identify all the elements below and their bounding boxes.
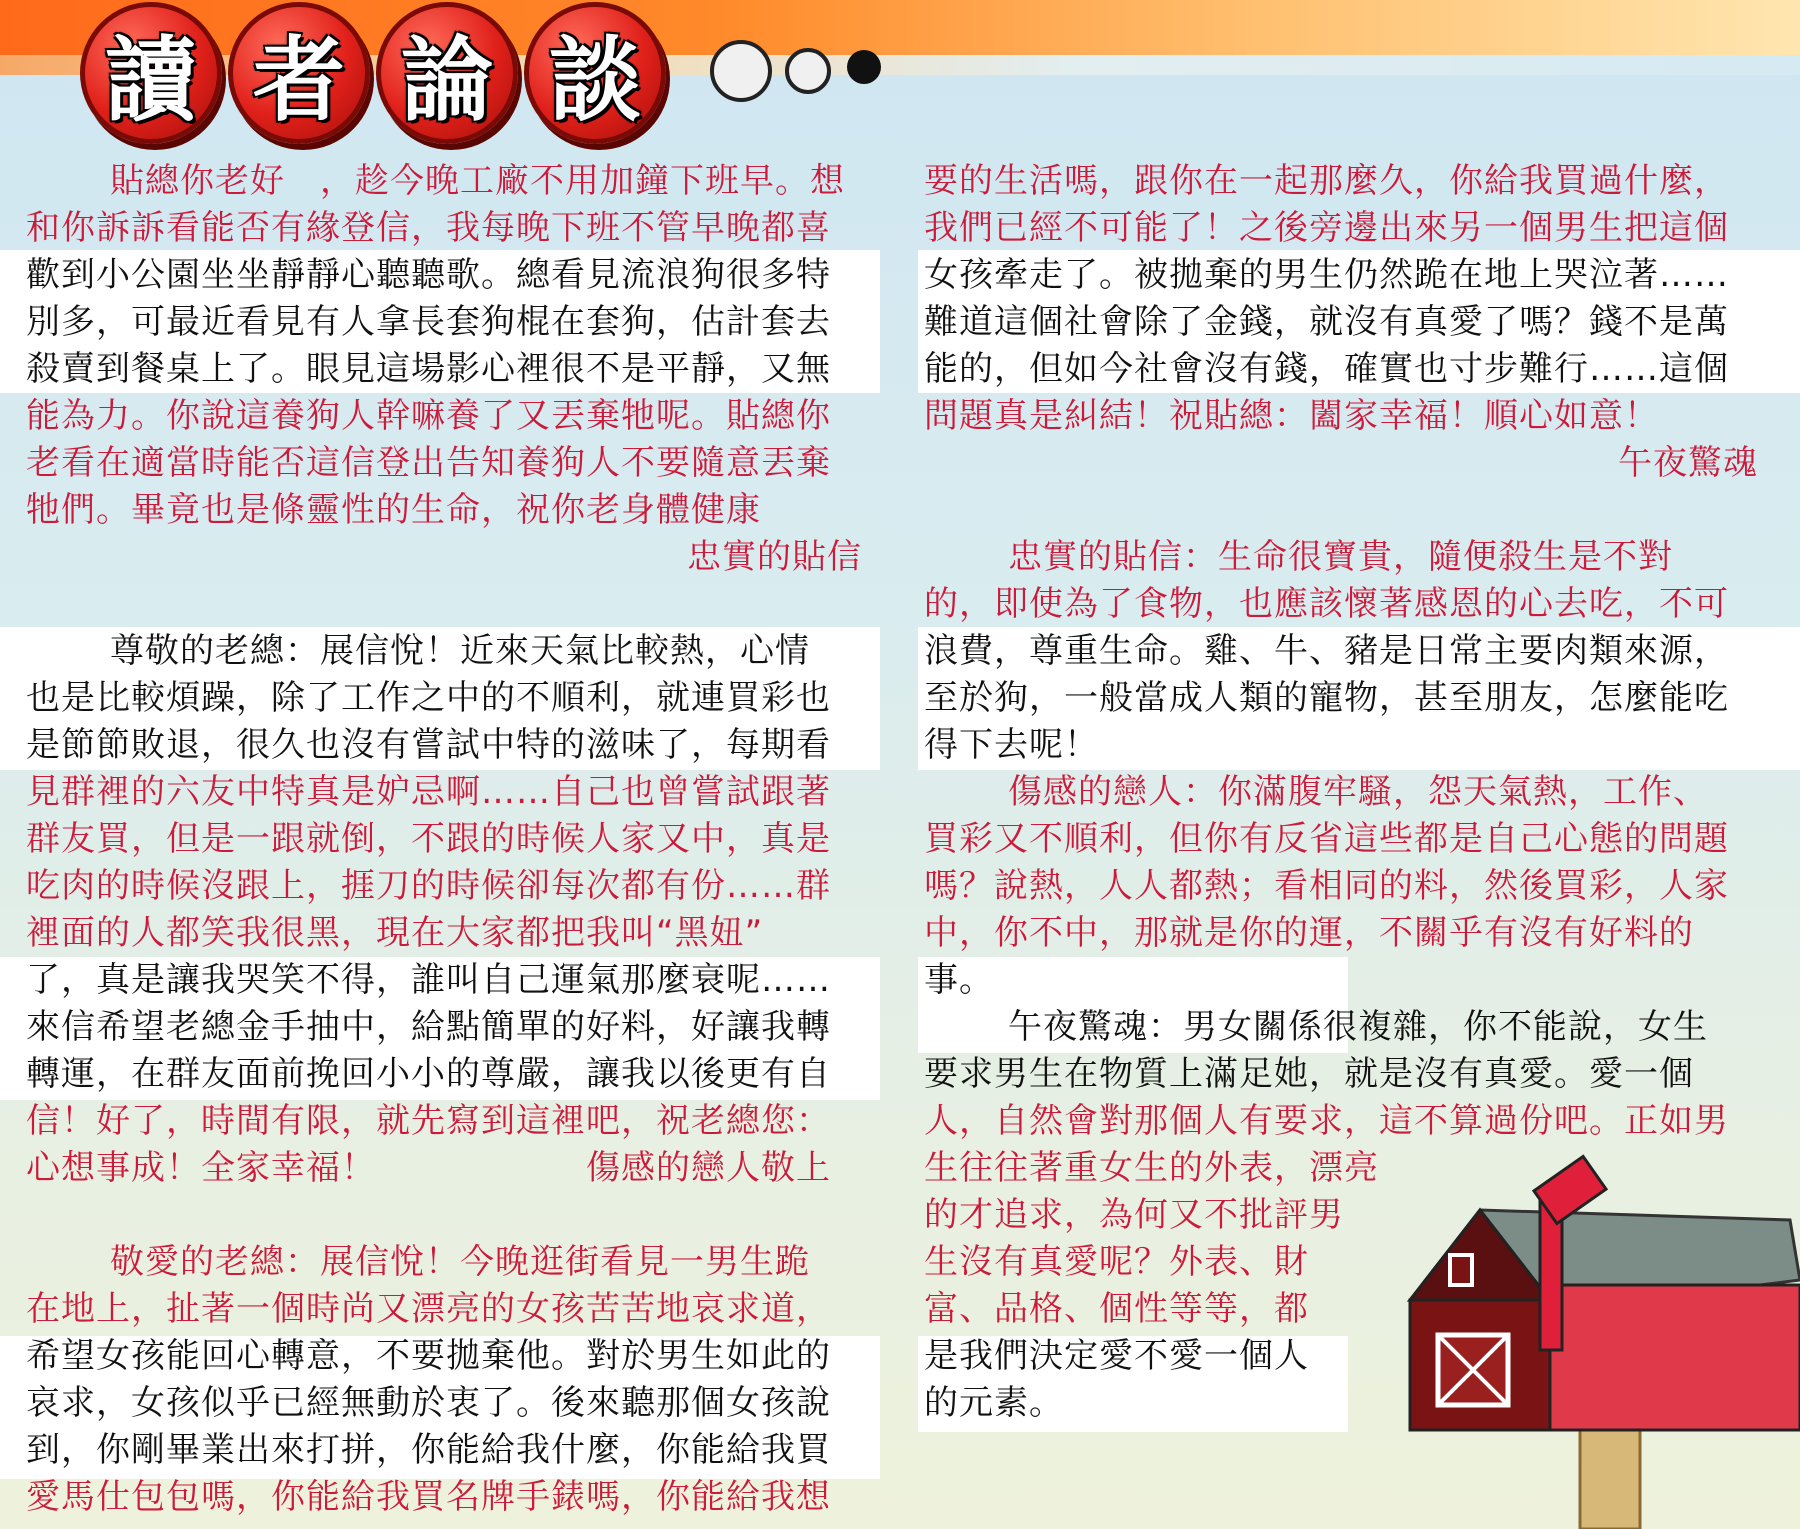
text-line: 吃肉的時候沒跟上，捱刀的時候卻每次都有份……群 xyxy=(26,866,831,906)
left-column xyxy=(26,158,876,1521)
text-line: 能為力。你說這養狗人幹嘛養了又丟棄牠呢。貼總你 xyxy=(26,396,831,436)
text-line: 希望女孩能回心轉意，不要拋棄他。對於男生如此的 xyxy=(26,1336,831,1376)
text-line: 的元素。 xyxy=(924,1383,1064,1423)
text-line: 問題真是糾結！祝貼總：闔家幸福！順心如意！ xyxy=(924,396,1659,436)
text-line: 來信希望老總金手抽中，給點簡單的好料，好讓我轉 xyxy=(26,1007,831,1047)
text-line: 浪費，尊重生命。雞、牛、豬是日常主要肉類來源， xyxy=(924,631,1729,671)
decorative-dot-icon xyxy=(847,50,881,84)
text-line: 女孩牽走了。被拋棄的男生仍然跪在地上哭泣著…… xyxy=(924,255,1729,295)
text-line: 買彩又不順利，但你有反省這些都是自己心態的問題 xyxy=(924,819,1729,859)
text-line: 了，真是讓我哭笑不得，誰叫自己運氣那麼衰呢…… xyxy=(26,960,831,1000)
text-line: 別多，可最近看見有人拿長套狗棍在套狗，估計套去 xyxy=(26,302,831,342)
text-line: 和你訴訴看能否有緣登信，我每晚下班不管早晚都喜 xyxy=(26,208,831,248)
text-line: 在地上，扯著一個時尚又漂亮的女孩苦苦地哀求道， xyxy=(26,1289,831,1329)
text-line: 難道這個社會除了金錢，就沒有真愛了嗎？錢不是萬 xyxy=(924,302,1729,342)
text-line: 忠實的貼信：生命很寶貴，隨便殺生是不對 xyxy=(1008,537,1673,577)
text-line: 信！好了，時間有限，就先寫到這裡吧，祝老總您： xyxy=(26,1101,831,1141)
text-line: 得下去呢！ xyxy=(924,725,1099,765)
text-line: 愛馬仕包包嗎，你能給我買名牌手錶嗎，你能給我想 xyxy=(26,1477,831,1517)
text-line: 事。 xyxy=(924,960,994,1000)
text-line: 尊敬的老總：展信悅！近來天氣比較熱，心情 xyxy=(110,631,810,671)
text-line: 至於狗，一般當成人類的寵物，甚至朋友，怎麼能吃 xyxy=(924,678,1729,718)
text-line: 富、品格、個性等等，都 xyxy=(924,1289,1309,1329)
text-line: 傷感的戀人：你滿腹牢騷，怨天氣熱，工作、 xyxy=(1008,772,1708,812)
mailbox-icon xyxy=(1390,1150,1800,1529)
title-char: 讀 xyxy=(80,2,222,144)
text-line: 要的生活嗎，跟你在一起那麼久，你給我買過什麼， xyxy=(924,161,1729,201)
text-line: 轉運，在群友面前挽回小小的尊嚴，讓我以後更有自 xyxy=(26,1054,831,1094)
text-line: 群友買，但是一跟就倒，不跟的時候人家又中，真是 xyxy=(26,819,831,859)
text-line: 牠們。畢竟也是條靈性的生命，祝你老身體健康 xyxy=(26,490,761,530)
text-line: 午夜驚魂：男女關係很複雜，你不能說，女生 xyxy=(1008,1007,1708,1047)
text-line: 生往往著重女生的外表，漂亮 xyxy=(924,1148,1379,1188)
text-line: 殺賣到餐桌上了。眼見這場影心裡很不是平靜，又無 xyxy=(26,349,831,389)
title-char: 談 xyxy=(524,2,666,144)
text-line: 生沒有真愛呢？外表、財 xyxy=(924,1242,1309,1282)
text-line: 的，即使為了食物，也應該懷著感恩的心去吃，不可 xyxy=(924,584,1729,624)
text-line: 老看在適當時能否這信登出告知養狗人不要隨意丟棄 xyxy=(26,443,831,483)
decorative-circle-icon xyxy=(710,40,772,102)
text-line: 見群裡的六友中特真是妒忌啊……自己也曾嘗試跟著 xyxy=(26,772,831,812)
signature-line: 忠實的貼信 xyxy=(687,537,862,577)
text-line: 也是比較煩躁，除了工作之中的不順利，就連買彩也 xyxy=(26,678,831,718)
text-line: 哀求，女孩似乎已經無動於衷了。後來聽那個女孩說 xyxy=(26,1383,831,1423)
text-line: 敬愛的老總：展信悅！今晚逛街看見一男生跪 xyxy=(110,1242,810,1282)
paragraph-gap xyxy=(924,487,1772,534)
text-line: 心想事成！全家幸福！ 傷感的戀人敬上 xyxy=(26,1148,831,1188)
text-line: 我們已經不可能了！之後旁邊出來另一個男生把這個 xyxy=(924,208,1729,248)
text-line: 能的，但如今社會沒有錢，確實也寸步難行……這個 xyxy=(924,349,1729,389)
paragraph-gap xyxy=(26,581,876,628)
decorative-circle-icon xyxy=(785,48,831,94)
text-line: 裡面的人都笑我很黑，現在大家都把我叫“黑妞” xyxy=(26,913,764,953)
text-line: 中，你不中，那就是你的運，不關乎有沒有好料的 xyxy=(924,913,1694,953)
text-line: 嗎？說熱，人人都熱；看相同的料，然後買彩，人家 xyxy=(924,866,1729,906)
text-line: 的才追求，為何又不批評男 xyxy=(924,1195,1344,1235)
signature-line: 午夜驚魂 xyxy=(1618,443,1758,483)
text-line: 是我們決定愛不愛一個人 xyxy=(924,1336,1309,1376)
text-line: 要求男生在物質上滿足她，就是沒有真愛。愛一個 xyxy=(924,1054,1694,1094)
paragraph-gap xyxy=(26,1192,876,1239)
text-line: 貼總你老好 ，趁今晚工廠不用加鐘下班早。想 xyxy=(110,161,845,201)
section-title xyxy=(80,8,666,138)
text-line: 到，你剛畢業出來打拼，你能給我什麼，你能給我買 xyxy=(26,1430,831,1470)
title-char: 論 xyxy=(376,2,518,144)
title-char: 者 xyxy=(228,2,370,144)
text-line: 人，自然會對那個人有要求，這不算過份吧。正如男 xyxy=(924,1101,1729,1141)
text-line: 歡到小公園坐坐靜靜心聽聽歌。總看見流浪狗很多特 xyxy=(26,255,831,295)
text-line: 是節節敗退，很久也沒有嘗試中特的滋味了，每期看 xyxy=(26,725,831,765)
